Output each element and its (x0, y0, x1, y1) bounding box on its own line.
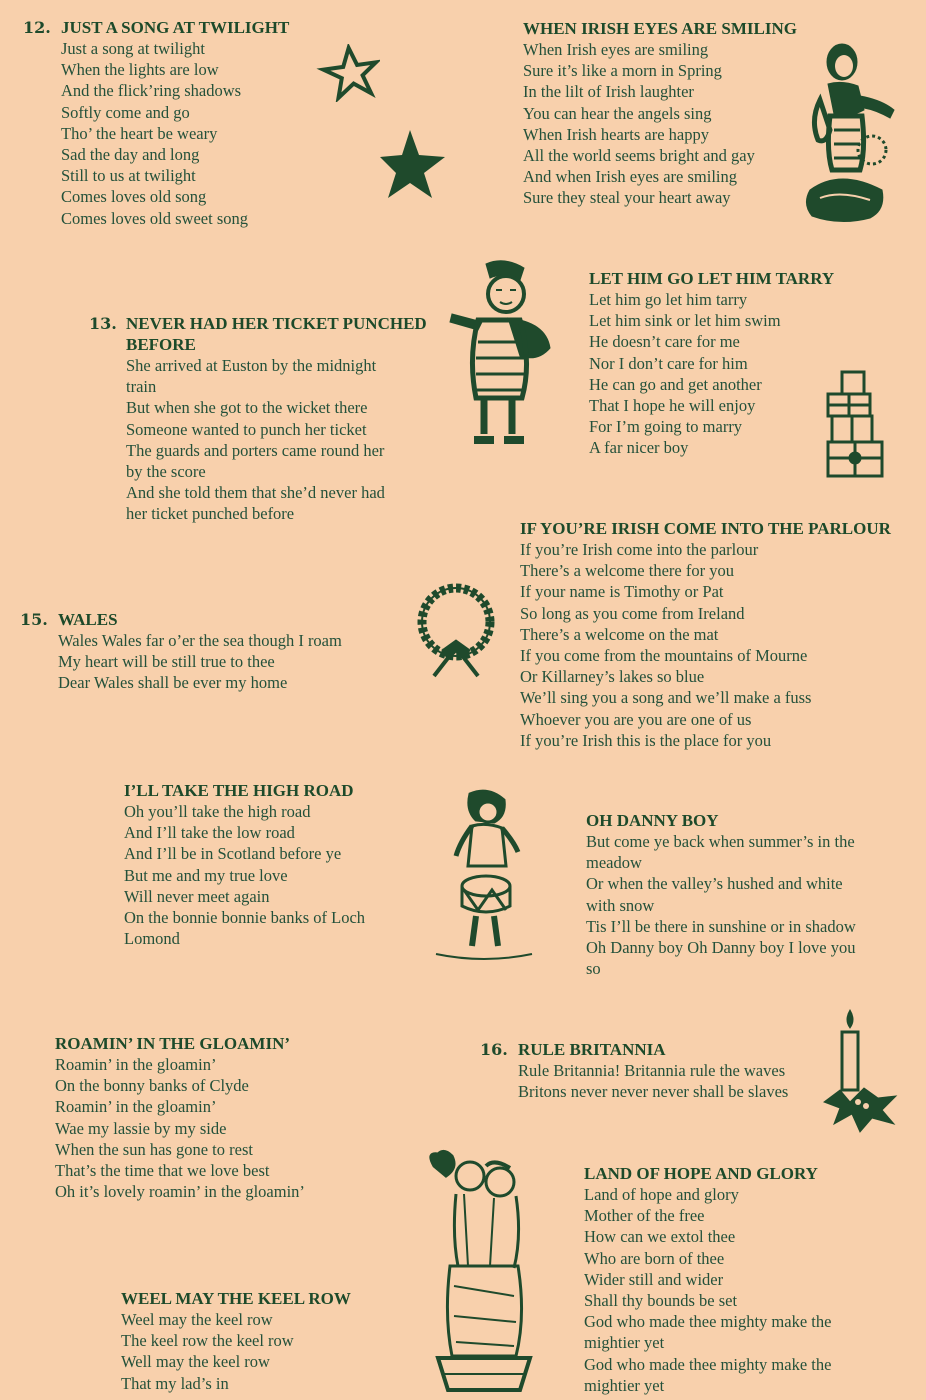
lyric-line: The keel row the keel row (121, 1331, 294, 1351)
lyric-line: You can hear the angels sing (523, 103, 712, 123)
song-title: WEEL MAY THE KEEL ROW (121, 1289, 351, 1308)
song-lyrics (586, 831, 856, 979)
lyric-line: with snow (586, 895, 655, 915)
lyric-line: That’s the time that we love best (55, 1161, 270, 1181)
lyric-line: Sure it’s like a morn in Spring (523, 61, 722, 81)
lyric-line: He can go and get another (589, 374, 762, 394)
lyric-line: And I’ll be in Scotland before ye (124, 844, 342, 864)
song-number: 15. (20, 610, 48, 629)
lyric-line: We’ll sing you a song and we’ll make a fuss (520, 688, 812, 708)
lyric-line: Roamin’ in the gloamin’ (55, 1097, 217, 1117)
lyric-line: And the flick’ring shadows (61, 81, 242, 101)
lyric-line: Let him go let him tarry (589, 290, 748, 309)
lyric-line: All the world seems bright and gay (523, 146, 755, 166)
song-title: JUST A SONG AT TWILIGHT (61, 18, 290, 37)
star-outline-icon (316, 44, 380, 102)
lyric-line: If you’re Irish come into the parlour (520, 540, 759, 559)
lyric-line: Weel may the keel row (121, 1310, 273, 1329)
song-title: WHEN IRISH EYES ARE SMILING (523, 19, 797, 38)
lyric-line: And when Irish eyes are smiling (523, 167, 737, 187)
lyric-line: That I hope he will enjoy (589, 396, 756, 416)
lyric-line: If your name is Timothy or Pat (520, 582, 724, 602)
song-land-of-hope-and-glory (584, 1163, 831, 1396)
song-oh-danny-boy (586, 810, 856, 979)
lyric-line: But come ye back when summer’s in the (586, 832, 855, 851)
song-roamin-in-the-gloamin (55, 1033, 305, 1202)
lyric-line: My heart will be still true to thee (58, 652, 275, 672)
song-lyrics (61, 38, 289, 229)
lyric-line: Oh Danny boy Oh Danny boy I love you (586, 938, 856, 958)
lyric-line: Whoever you are you are one of us (520, 709, 752, 729)
song-title: WALES (58, 610, 118, 629)
lyric-line: Rule Britannia! Britannia rule the waves (518, 1061, 786, 1080)
song-weel-may-the-keel-row (121, 1288, 351, 1394)
song-title: IF YOU’RE IRISH COME INTO THE PARLOUR (520, 519, 891, 538)
lyric-line: God who made thee mighty make the (584, 1354, 832, 1374)
song-rule-britannia (518, 1039, 788, 1102)
lyric-line: her ticket punched before (126, 504, 295, 524)
song-lyrics (523, 39, 797, 209)
lyric-line: The guards and porters came round her (126, 440, 385, 460)
song-number: 12. (23, 18, 51, 37)
lyric-line: mightier yet (584, 1333, 665, 1353)
song-lyrics (121, 1309, 351, 1394)
lyric-line: If you’re Irish this is the place for you (520, 730, 772, 750)
song-lyrics (58, 630, 342, 694)
star-filled-icon (380, 128, 446, 200)
song-when-irish-eyes-are-smiling (523, 18, 797, 209)
lyric-line: If you come from the mountains of Mourne (520, 646, 808, 666)
song-lyrics (55, 1054, 305, 1202)
lyric-line: Britons never never never shall be slaves (518, 1082, 789, 1102)
lyric-line: meadow (586, 853, 642, 873)
lyric-line: And she told them that she’d never had (126, 483, 385, 503)
lyric-line: Comes loves old song (61, 187, 207, 207)
lyric-line: And I’ll take the low road (124, 823, 295, 843)
lyric-line: so (586, 959, 601, 979)
lyric-line: Lomond (124, 929, 180, 949)
cherubs-illustration (424, 1146, 538, 1396)
lyric-line: Still to us at twilight (61, 166, 196, 186)
lyric-line: Well may the keel row (121, 1352, 270, 1372)
lyric-line: God who made thee mighty make the (584, 1312, 832, 1332)
lyric-line: Oh it’s lovely roamin’ in the gloamin’ (55, 1182, 305, 1202)
lyric-line: Land of hope and glory (584, 1185, 739, 1204)
lyric-line: When the sun has gone to rest (55, 1139, 253, 1159)
song-title: RULE BRITANNIA (518, 1040, 666, 1059)
lyric-line: Just a song at twilight (61, 39, 205, 58)
song-title-line: NEVER HAD HER TICKET PUNCHED (126, 314, 427, 333)
lyric-line: But me and my true love (124, 865, 288, 885)
gift-boxes-illustration (822, 368, 886, 480)
lyric-line: Comes loves old sweet song (61, 208, 248, 228)
wreath-illustration (412, 578, 500, 680)
song-number: 16. (480, 1040, 508, 1059)
lyric-line: He doesn’t care for me (589, 332, 740, 352)
lyric-line: Wider still and wider (584, 1269, 724, 1289)
song-lyrics (126, 355, 427, 525)
lyric-line: Softly come and go (61, 102, 190, 122)
lyric-line: Dear Wales shall be ever my home (58, 673, 288, 693)
song-title-line: BEFORE (126, 335, 196, 354)
song-ill-take-the-high-road (124, 780, 365, 949)
lyric-line: On the bonny banks of Clyde (55, 1076, 249, 1096)
lyric-line: On the bonnie bonnie banks of Loch (124, 908, 366, 928)
lyric-line: train (126, 377, 157, 397)
lyric-line: Let him sink or let him swim (589, 311, 781, 331)
lyric-line: Sad the day and long (61, 145, 200, 165)
song-never-had-her-ticket-punched-before (126, 313, 427, 525)
lyric-line: There’s a welcome there for you (520, 561, 734, 581)
song-lyrics (584, 1184, 831, 1396)
lyric-line: Who are born of thee (584, 1248, 725, 1268)
song-if-youre-irish (520, 518, 891, 751)
lyric-line: Will never meet again (124, 886, 270, 906)
lyric-line: When Irish hearts are happy (523, 124, 710, 144)
song-title: I’LL TAKE THE HIGH ROAD (124, 781, 354, 800)
lyric-line: There’s a welcome on the mat (520, 624, 719, 644)
lyric-line: But when she got to the wicket there (126, 398, 368, 418)
lyric-line: Oh you’ll take the high road (124, 802, 311, 821)
song-title: OH DANNY BOY (586, 811, 719, 830)
song-lyrics (518, 1060, 788, 1102)
irish-lady-illustration (790, 40, 902, 225)
song-title: LAND OF HOPE AND GLORY (584, 1164, 818, 1183)
lyric-line: In the lilt of Irish laughter (523, 82, 694, 102)
song-wales (58, 609, 342, 694)
song-number: 13. (89, 314, 117, 333)
fiddler-boy-illustration (448, 258, 560, 454)
song-let-him-go-let-him-tarry (589, 268, 834, 459)
song-just-a-song-at-twilight (61, 17, 289, 229)
lyric-line: When Irish eyes are smiling (523, 40, 709, 59)
lyric-line: She arrived at Euston by the midnight (126, 356, 377, 375)
lyric-line: by the score (126, 462, 206, 482)
lyric-line: Tis I’ll be there in sunshine or in shadow (586, 916, 856, 936)
song-lyrics (520, 539, 891, 751)
lyric-line: Roamin’ in the gloamin’ (55, 1055, 217, 1074)
lyric-line: How can we extol thee (584, 1227, 736, 1247)
lyric-line: That my lad’s in (121, 1373, 229, 1393)
lyric-line: Someone wanted to punch her ticket (126, 419, 367, 439)
lyric-line: Wae my lassie by my side (55, 1118, 227, 1138)
lyric-line: So long as you come from Ireland (520, 603, 745, 623)
song-title: LET HIM GO LET HIM TARRY (589, 269, 835, 288)
candle-holly-illustration (820, 1006, 900, 1134)
lyric-line: Sure they steal your heart away (523, 188, 731, 208)
lyric-line: Or Killarney’s lakes so blue (520, 667, 705, 687)
song-title: ROAMIN’ IN THE GLOAMIN’ (55, 1034, 291, 1053)
drummer-boy-illustration (434, 786, 534, 964)
song-lyrics (589, 289, 834, 459)
lyric-line: Or when the valley’s hushed and white (586, 874, 843, 894)
lyric-line: A far nicer boy (589, 438, 689, 458)
lyric-line: Mother of the free (584, 1206, 705, 1226)
lyric-line: When the lights are low (61, 60, 219, 80)
lyric-line: For I’m going to marry (589, 417, 743, 437)
lyric-line: mightier yet (584, 1375, 665, 1395)
song-lyrics (124, 801, 365, 949)
lyric-line: Shall thy bounds be set (584, 1291, 738, 1311)
lyric-line: Tho’ the heart be weary (61, 123, 218, 143)
lyric-line: Wales Wales far o’er the sea though I roam (58, 631, 342, 650)
lyric-line: Nor I don’t care for him (589, 353, 748, 373)
